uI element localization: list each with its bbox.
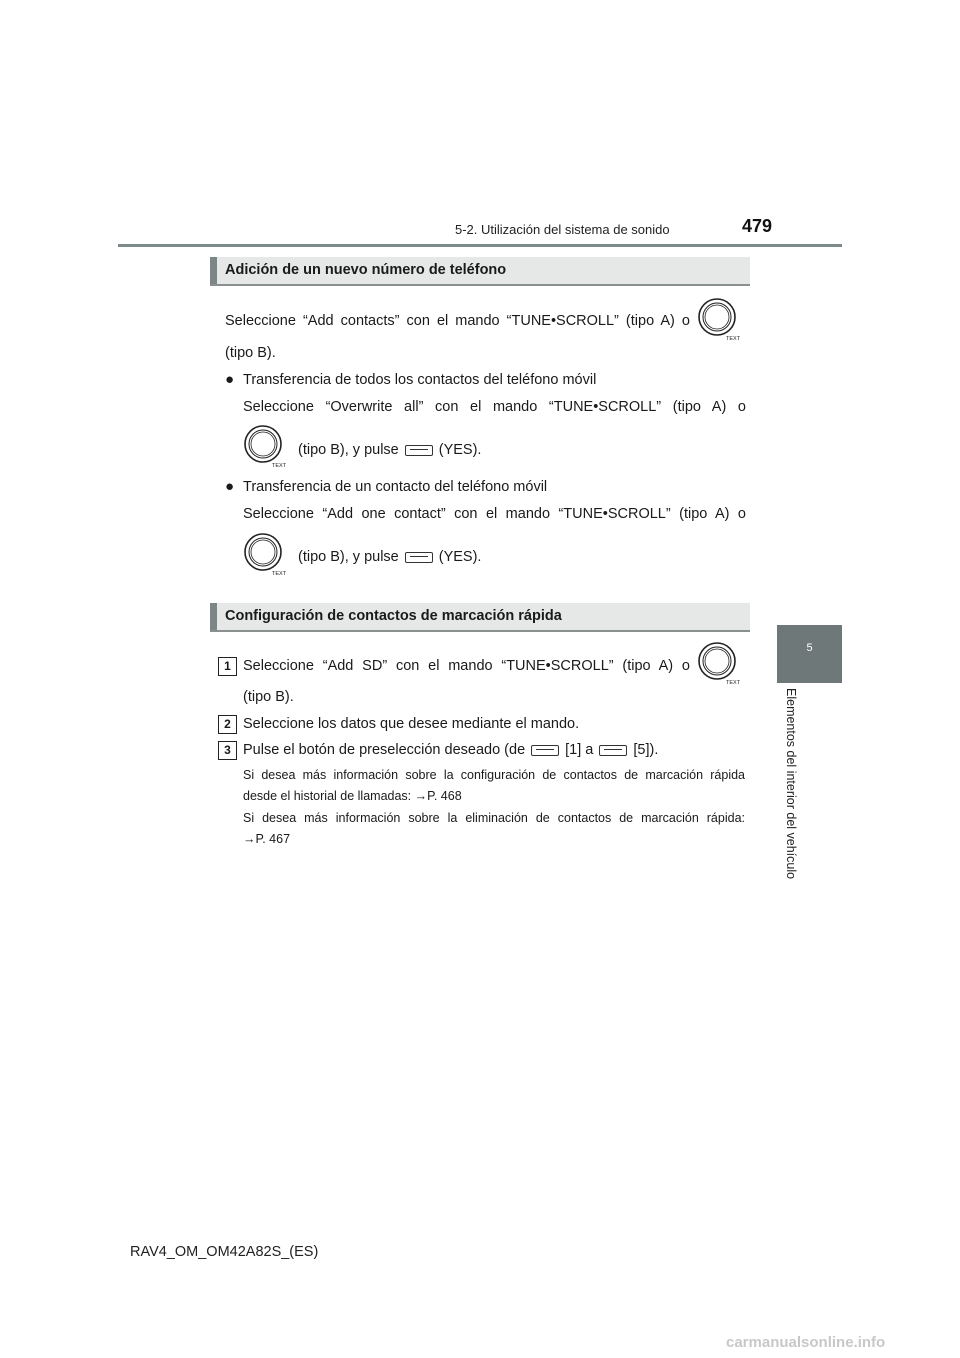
section-title: Configuración de contactos de marcación rápida bbox=[225, 608, 562, 624]
bullet-icon: ● bbox=[225, 371, 235, 388]
knob-label: TEXT bbox=[726, 336, 741, 341]
section-title: Adición de un nuevo número de teléfono bbox=[225, 262, 507, 278]
knob-icon bbox=[243, 424, 287, 468]
footer-code: RAV4_OM_OM42A82S_(ES) bbox=[130, 1244, 319, 1260]
step-text-part: Pulse el botón de preselección deseado (de bbox=[243, 742, 526, 758]
bullet-heading: Transferencia de un contacto del teléfono móvil bbox=[243, 479, 548, 495]
button-icon bbox=[405, 552, 433, 563]
step-text: Seleccione los datos que desee mediante el mando. bbox=[243, 716, 580, 732]
knob-icon bbox=[697, 297, 741, 341]
intro-line: Seleccione “Add contacts” con el mando “TUNE•SCROLL” (tipo A) o bbox=[225, 313, 690, 329]
section-heading-bar bbox=[210, 603, 750, 632]
step-text-part: [1] a bbox=[565, 742, 594, 758]
knob-icon bbox=[243, 532, 287, 576]
bullet-icon: ● bbox=[225, 478, 235, 495]
button-icon bbox=[405, 445, 433, 456]
note-line: Si desea más información sobre la configuración de contactos de marcación rápida bbox=[243, 768, 745, 782]
header-divider bbox=[118, 244, 842, 247]
bullet-action-line bbox=[298, 549, 481, 565]
knob-label: TEXT bbox=[272, 463, 287, 468]
step-number: 3 bbox=[218, 741, 237, 760]
step-text-part: [5]). bbox=[633, 742, 659, 758]
chapter-label-text: Elementos del interior del vehículo bbox=[784, 688, 798, 880]
watermark: carmanualsonline.info bbox=[726, 1334, 886, 1351]
button-icon bbox=[531, 745, 559, 756]
section-header: 5-2. Utilización del sistema de sonido bbox=[455, 222, 670, 237]
bullet-line: Seleccione “Overwrite all” con el mando “TUNE•SCROLL” (tipo A) o bbox=[243, 399, 746, 415]
step-text: Seleccione “Add SD” con el mando “TUNE•SCROLL” (tipo A) o bbox=[243, 658, 690, 674]
chapter-number: 5 bbox=[806, 642, 813, 654]
step-text bbox=[243, 742, 658, 758]
section-heading-bar bbox=[210, 257, 750, 286]
knob-label: TEXT bbox=[272, 571, 287, 576]
action-text: (tipo B), y pulse bbox=[298, 442, 399, 458]
knob-label: TEXT bbox=[726, 680, 741, 685]
step-number: 2 bbox=[218, 715, 237, 734]
action-text: (YES). bbox=[438, 442, 482, 458]
bullet-heading: Transferencia de todos los contactos del teléfono móvil bbox=[243, 372, 597, 388]
action-text: (YES). bbox=[438, 549, 482, 565]
note-line-2: desde el historial de llamadas: →P. 468 bbox=[243, 789, 462, 803]
note-line: Si desea más información sobre la eliminación de contactos de marcación rápida: bbox=[243, 811, 745, 825]
note-line-2: →P. 467 bbox=[243, 832, 291, 846]
step-number: 1 bbox=[218, 657, 237, 676]
chapter-tab bbox=[777, 625, 842, 683]
page-number: 479 bbox=[742, 216, 773, 236]
step-text-2: (tipo B). bbox=[243, 689, 294, 705]
intro-line-2: (tipo B). bbox=[225, 345, 276, 361]
knob-icon bbox=[697, 641, 741, 685]
button-icon bbox=[599, 745, 627, 756]
bullet-action-line bbox=[298, 442, 481, 458]
bullet-line: Seleccione “Add one contact” con el mando “TUNE•SCROLL” (tipo A) o bbox=[243, 506, 746, 522]
action-text: (tipo B), y pulse bbox=[298, 549, 399, 565]
chapter-label bbox=[784, 688, 813, 888]
